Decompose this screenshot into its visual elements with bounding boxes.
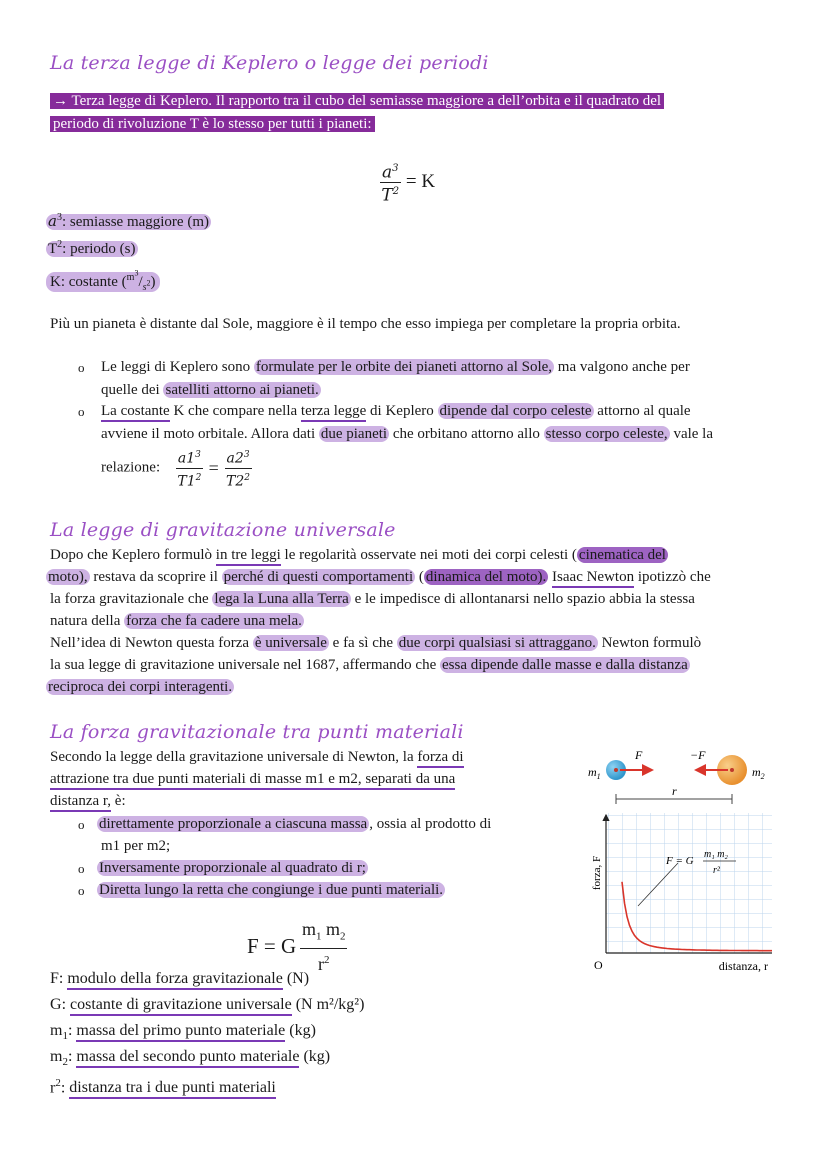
legend-m1: $m_1$: massa del primo punto materiale (kg) xyxy=(50,1022,316,1043)
points-b1-line1: direttamente proporzionale a ciascuna massa , ossia al prodotto di xyxy=(99,816,492,832)
points-b2: Inversamente proporzionale al quadrato di r; xyxy=(99,860,366,876)
kepler-legend-t: $T^2$: periodo (s) xyxy=(48,239,136,257)
bullet-symbol: o xyxy=(78,360,85,375)
points-line1: Secondo la legge della gravitazione universale di Newton, la forza di xyxy=(50,746,464,768)
legend-r2: $r^2$: distanza tra i due punti materiali xyxy=(50,1072,276,1099)
kepler-b1-line1: Le leggi di Keplero sono formulate per le orbite dei pianeti attorno al Sole, ma valgono anche per xyxy=(101,359,690,375)
kepler-banner-line2: periodo di rivoluzione T è lo stesso per tutti i pianeti: xyxy=(50,113,375,135)
points-b3: Diretta lungo la retta che congiunge i due punti materiali. xyxy=(99,882,444,898)
figure-formula-num: m₁ m₂ xyxy=(704,849,728,860)
section-title-points: La forza gravitazionale tra punti materiali xyxy=(50,721,464,743)
kepler-b2-line2: avviene il moto orbitale. Allora dati due pianeti che orbitano attorno allo stesso corpo celeste, vale la xyxy=(101,426,713,442)
grav-line4: natura della forza che fa cadere una mela. xyxy=(50,613,302,629)
points-line2: attrazione tra due punti materiali di masse m1 e m2, separati da una xyxy=(50,768,455,790)
bullet-symbol: o xyxy=(78,883,85,898)
points-b1-line2: m1 per m2; xyxy=(101,838,171,854)
legend-F: F: modulo della forza gravitazionale (N) xyxy=(50,968,309,990)
grav-line5: Nell’idea di Newton questa forza è universale e fa sì che due corpi qualsiasi si attraggano. Newton formulò xyxy=(50,635,702,651)
points-line3: distanza r, è: xyxy=(50,790,126,812)
grav-line6: la sua legge di gravitazione universale nel 1687, affermando che essa dipende dalle masse e dalla distanza xyxy=(50,657,688,673)
kepler-b2-line1: La costante K che compare nella terza legge di Keplero dipende dal corpo celeste attorno al quale xyxy=(101,400,691,422)
bullet-symbol: o xyxy=(78,404,85,419)
x-axis-label: distanza, r xyxy=(718,959,768,973)
figure-formula-lhs: F = G xyxy=(666,855,694,867)
force-label-right: F xyxy=(635,748,643,762)
grav-line3: la forza gravitazionale che lega la Luna alla Terra e le impedisce di allontanarsi nello spazio abbia la stessa xyxy=(50,591,695,607)
bullet-symbol: o xyxy=(78,817,85,832)
m1-label: $m_1$ xyxy=(588,765,601,781)
y-axis-label: forza, F xyxy=(591,855,603,891)
distance-label: r xyxy=(672,784,677,798)
bullet-symbol: o xyxy=(78,861,85,876)
kepler-b1-line2: quelle dei satelliti attorno ai pianeti. xyxy=(101,382,319,398)
grav-line7: reciproca dei corpi interagenti. xyxy=(48,679,233,695)
kepler-paragraph: Più un pianeta è distante dal Sole, maggiore è il tempo che esso impiega per completare la propria orbita. xyxy=(50,316,681,332)
legend-m2: $m_2$: massa del secondo punto materiale (kg) xyxy=(50,1048,331,1069)
m2-label: $m_2$ xyxy=(752,765,765,781)
kepler-legend-a: $a^3$: semiasse maggiore (m) xyxy=(48,212,209,230)
legend-G: G: costante di gravitazione universale (N m²/kg²) xyxy=(50,994,364,1016)
chart-grid xyxy=(606,813,772,953)
gravitation-figure xyxy=(580,745,780,980)
origin-label: O xyxy=(594,958,603,972)
force-label-left: −F xyxy=(690,748,706,762)
section-title-kepler: La terza legge di Keplero o legge dei periodi xyxy=(50,52,489,74)
kepler-formula: $\frac{a^3}{T^2}$ = K xyxy=(380,160,435,204)
section-title-gravitation: La legge di gravitazione universale xyxy=(50,519,396,541)
grav-line1: Dopo che Keplero formulò in tre leggi le regolarità osservate nei moti dei corpi celesti ( cinematica del xyxy=(50,544,668,566)
figure-formula-den: r² xyxy=(713,865,720,876)
grav-line2: moto), restava da scoprire il perché di questi comportamenti ( dinamica del moto). Isaac Newton ipotizzò che xyxy=(46,566,711,588)
kepler-legend-k: K: costante $(^{m^3}/_{s^2})$ xyxy=(46,263,160,299)
newton-formula: F = G $\frac{m_1 m_2}{r^2}$ xyxy=(247,919,346,974)
kepler-banner-line1: → Terza legge di Keplero. Il rapporto tra il cubo del semiasse maggiore a dell’orbita e il quadrato del xyxy=(50,90,664,112)
kepler-relation: relazione: $\frac{a1^3}{T1^2}$ = $\frac{a2^3}{T2^2}$ xyxy=(101,446,252,490)
